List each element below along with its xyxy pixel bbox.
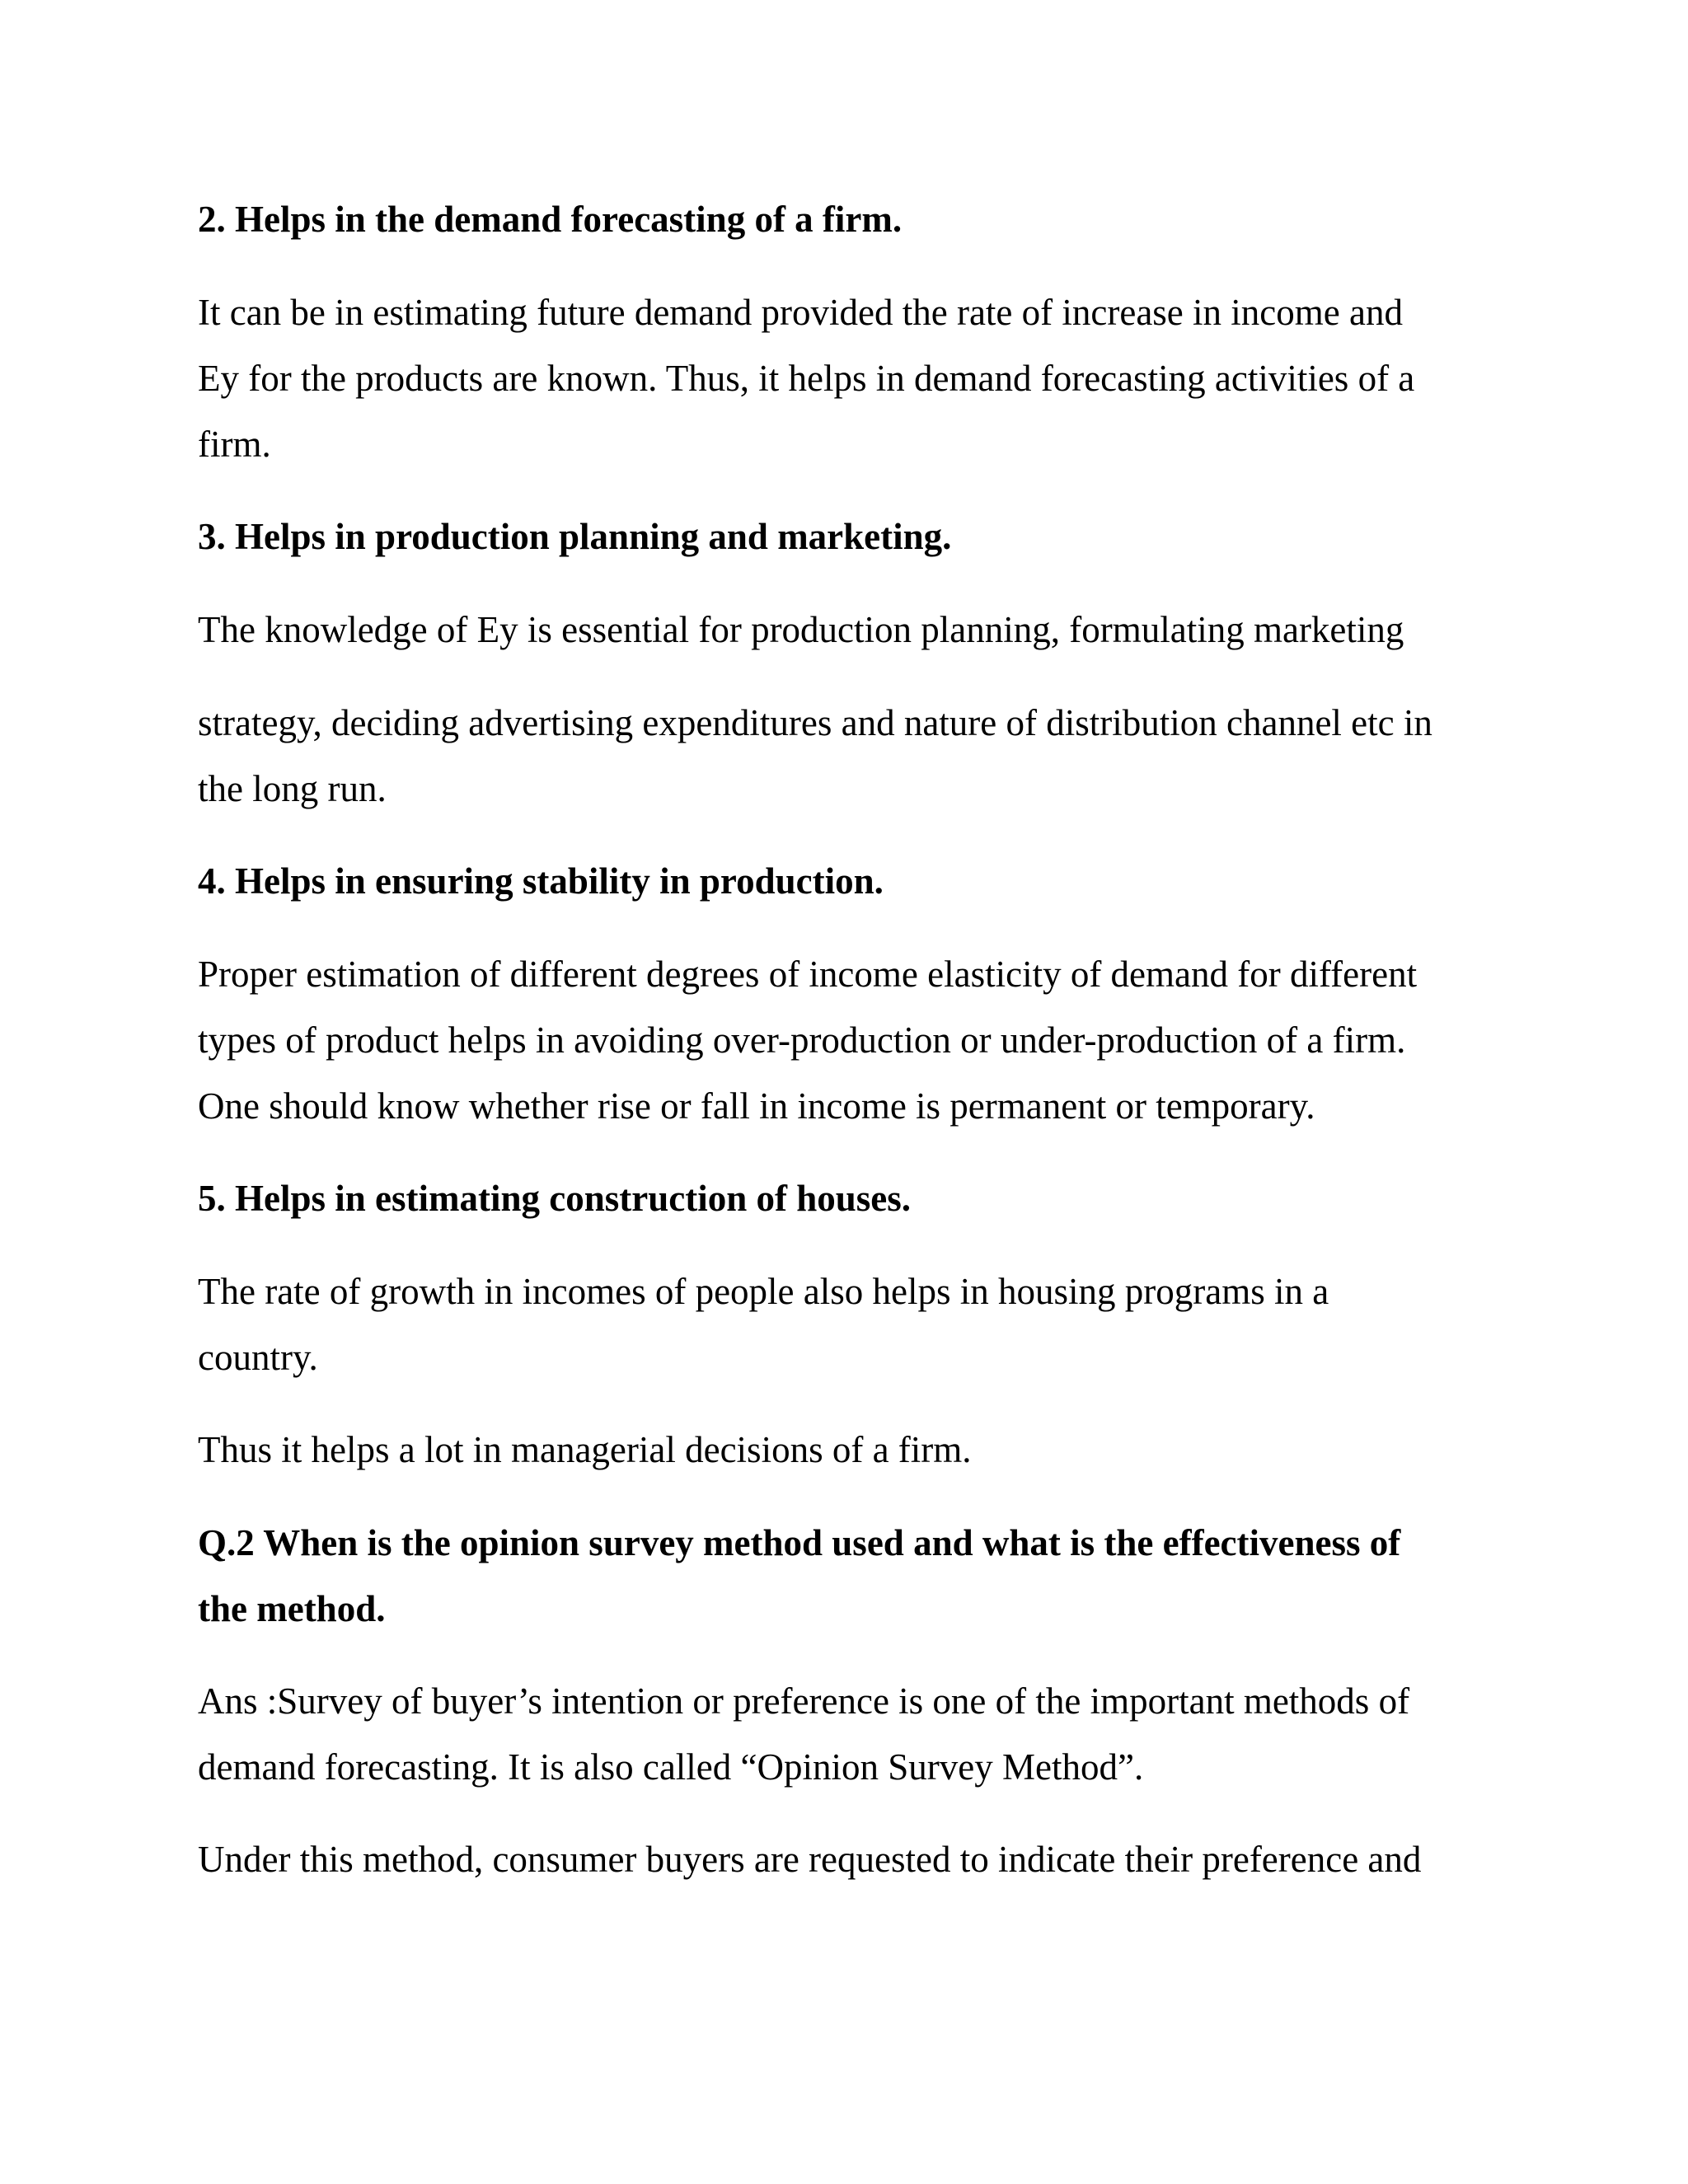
closing-paragraph xyxy=(198,1826,1525,1892)
heading-text: 4. Helps in ensuring stability in production. xyxy=(198,860,884,902)
heading-construction-houses xyxy=(198,1165,1525,1231)
paragraph-line: strategy, deciding advertising expenditures and nature of distribution channel etc in xyxy=(198,702,1432,743)
paragraph-line: Ans :Survey of buyer’s intention or preference is one of the important methods of xyxy=(198,1680,1410,1722)
paragraph-line: Ey for the products are known. Thus, it helps in demand forecasting activities of a xyxy=(198,358,1415,399)
heading-text: the method. xyxy=(198,1588,386,1629)
paragraph-line: types of product helps in avoiding over-production or under-production of a firm. xyxy=(198,1019,1406,1061)
paragraph-line: It can be in estimating future demand provided the rate of increase in income and xyxy=(198,292,1403,333)
heading-production-planning xyxy=(198,504,1525,569)
heading-demand-forecasting xyxy=(198,186,1525,252)
paragraph-line: Under this method, consumer buyers are requested to indicate their preference and xyxy=(198,1839,1422,1880)
paragraph-line: firm. xyxy=(198,424,271,465)
paragraph-stability-production xyxy=(198,941,1525,1139)
question-heading xyxy=(198,1510,1525,1642)
paragraph-demand-forecasting xyxy=(198,279,1525,477)
heading-text: 5. Helps in estimating construction of houses. xyxy=(198,1178,912,1219)
paragraph-construction-houses xyxy=(198,1258,1525,1390)
paragraph-line: One should know whether rise or fall in income is permanent or temporary. xyxy=(198,1085,1315,1127)
heading-text: Q.2 When is the opinion survey method used and what is the effectiveness of xyxy=(198,1522,1401,1563)
answer-paragraph xyxy=(198,1668,1525,1800)
paragraph-line: the long run. xyxy=(198,768,387,809)
paragraph-production-planning xyxy=(198,597,1525,663)
heading-stability-production xyxy=(198,848,1525,914)
paragraph-production-planning-cont xyxy=(198,690,1525,822)
heading-text: 2. Helps in the demand forecasting of a firm. xyxy=(198,199,903,240)
paragraph-line: The knowledge of Ey is essential for production planning, formulating marketing xyxy=(198,609,1404,650)
paragraph-line: The rate of growth in incomes of people also helps in housing programs in a xyxy=(198,1271,1329,1312)
heading-text: 3. Helps in production planning and marketing. xyxy=(198,516,952,557)
paragraph-line: Thus it helps a lot in managerial decisions of a firm. xyxy=(198,1429,972,1470)
paragraph-line: country. xyxy=(198,1337,318,1378)
paragraph-line: demand forecasting. It is also called “Opinion Survey Method”. xyxy=(198,1746,1144,1788)
paragraph-line: Proper estimation of different degrees of income elasticity of demand for different xyxy=(198,954,1418,995)
conclusion-paragraph xyxy=(198,1417,1525,1483)
